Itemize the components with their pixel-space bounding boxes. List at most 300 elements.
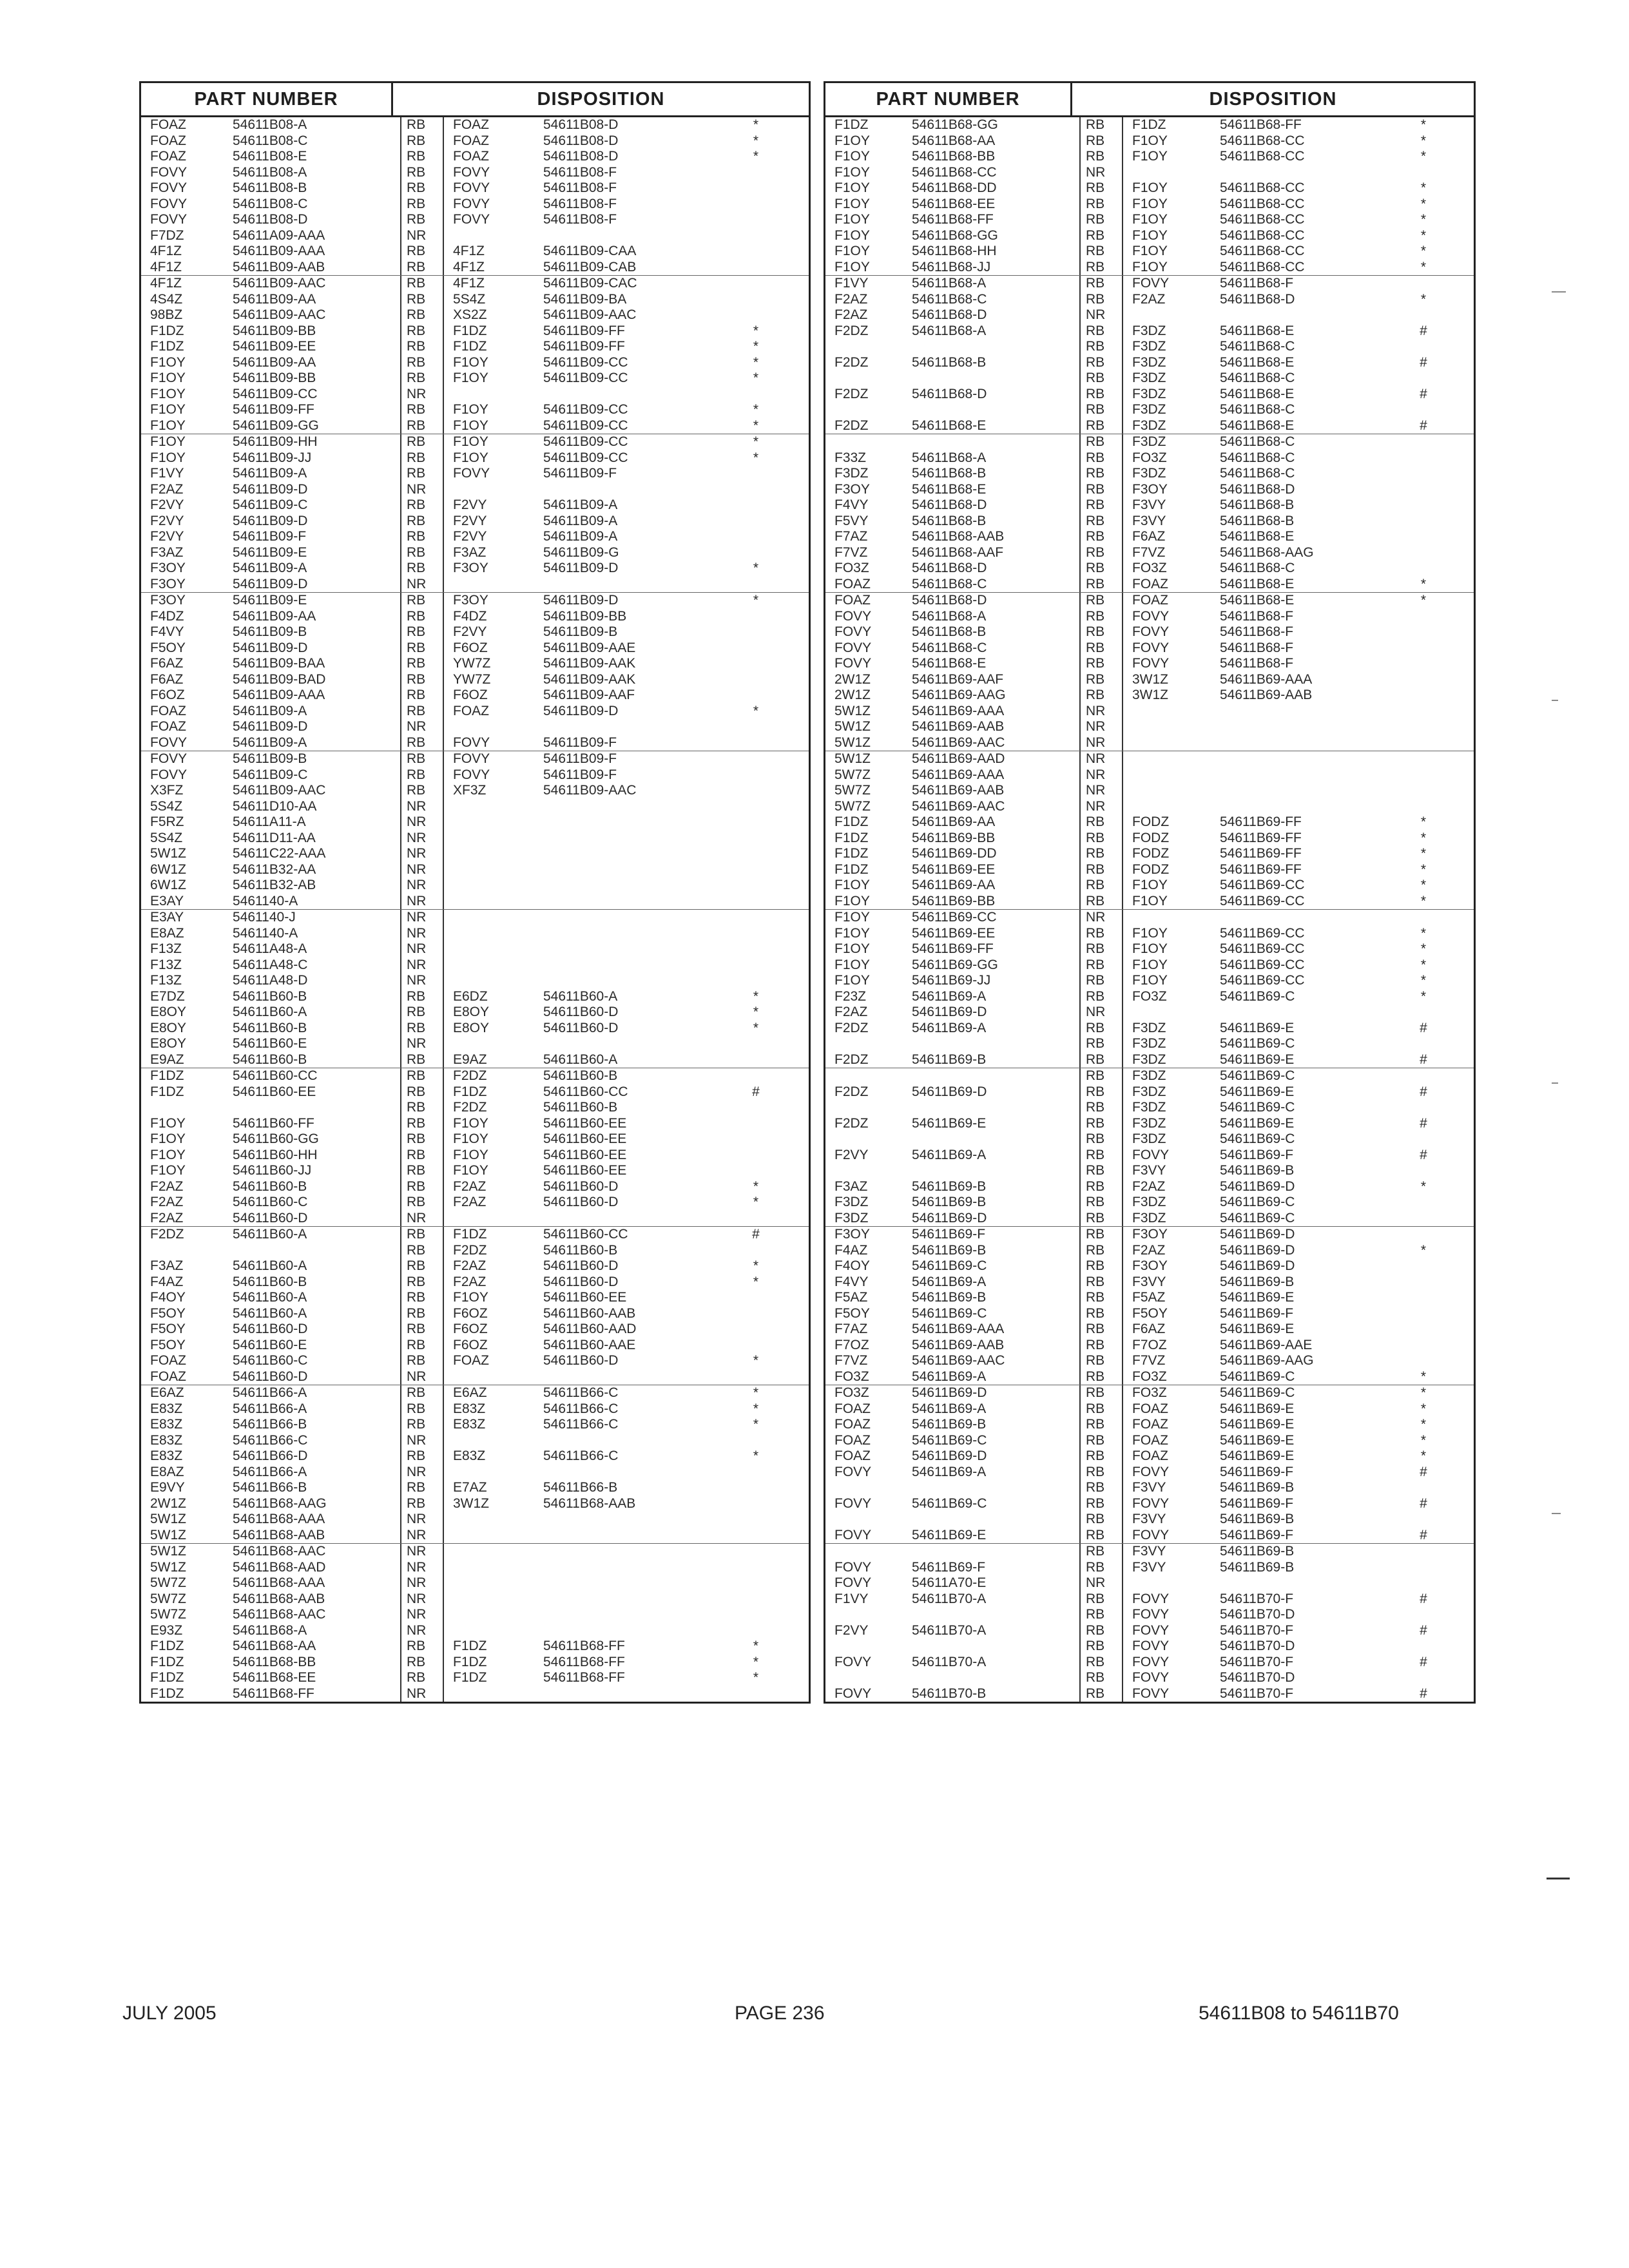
replacement-code: F3DZ <box>1122 1021 1220 1037</box>
replacement-part-number: 54611B69-E <box>1220 1052 1295 1067</box>
part-number: 54611B69-E <box>912 1527 987 1542</box>
table-header <box>825 83 1474 117</box>
replacement-part-number: 54611B69-CC <box>1220 957 1305 972</box>
replacement-code: 4F1Z <box>443 276 543 292</box>
part-code: FOVY <box>150 751 188 766</box>
part-code: 5W7Z <box>150 1575 187 1590</box>
replacement-part-number: 54611B70-D <box>1220 1670 1295 1685</box>
replacement-part-number: 54611B09-CC <box>543 402 628 417</box>
part-number: 54611B69-D <box>912 1084 987 1099</box>
replacement-code: F1OY <box>443 370 543 387</box>
table-row <box>141 197 809 213</box>
part-code: F7OZ <box>834 1337 869 1352</box>
note-mark <box>737 1607 775 1623</box>
replacement-part-number: 54611B69-FF <box>1220 861 1302 877</box>
replacement-code: F3DZ <box>1122 434 1220 450</box>
part-code: F2AZ <box>150 1178 184 1194</box>
replacement-part-number: 54611B60-D <box>543 1004 619 1019</box>
part-number: 54611B68-AAC <box>233 1607 326 1622</box>
replacement-code: F1OY <box>443 418 543 434</box>
part-number: 54611B68-AAA <box>233 1575 325 1590</box>
part-code: FOAZ <box>150 1353 186 1368</box>
part-number: 54611B09-AAA <box>233 687 325 702</box>
note-mark <box>737 910 775 926</box>
table-row <box>825 497 1474 514</box>
part-code: 5S4Z <box>150 798 183 814</box>
replacement-part-number: 54611B60-A <box>543 1052 618 1067</box>
part-number: 54611B68-D <box>912 386 987 401</box>
note-mark: * <box>1420 973 1427 988</box>
replacement-part-number <box>543 973 737 989</box>
table-row <box>141 1100 809 1116</box>
note-mark <box>737 672 775 688</box>
disposition-flag: RB <box>400 1084 443 1100</box>
note-mark <box>737 197 775 213</box>
part-code: F2DZ <box>834 354 869 370</box>
part-code: F1OY <box>150 450 186 465</box>
part-number: 54611D11-AA <box>233 830 316 845</box>
part-number: 54611B08-E <box>233 149 307 164</box>
note-mark <box>1404 339 1443 355</box>
replacement-code <box>443 1369 543 1385</box>
replacement-part-number: 54611B66-C <box>543 1385 619 1400</box>
part-code: 6W1Z <box>150 861 187 877</box>
part-code <box>141 1243 233 1259</box>
note-mark <box>1404 1036 1443 1052</box>
note-mark: * <box>1420 957 1427 972</box>
part-number: 54611B69-C <box>912 1432 987 1448</box>
disposition-flag: RB <box>400 1338 443 1354</box>
replacement-part-number <box>543 719 737 735</box>
disposition-flag: NR <box>1079 735 1122 751</box>
table-row <box>825 687 1474 704</box>
table-row <box>141 117 809 133</box>
note-mark <box>737 1100 775 1116</box>
replacement-part-number: 54611B70-F <box>1220 1686 1294 1701</box>
table-row <box>141 1686 809 1702</box>
disposition-flag: RB <box>400 276 443 292</box>
part-number: 54611B66-A <box>233 1401 307 1416</box>
part-code: F4OY <box>834 1258 870 1273</box>
part-code: F1VY <box>150 466 184 481</box>
disposition-flag: RB <box>1079 1195 1122 1211</box>
part-number: 54611B69-B <box>912 1178 987 1194</box>
replacement-part-number: 54611B09-D <box>543 593 619 608</box>
replacement-part-number: 54611B69-D <box>1220 1178 1295 1194</box>
part-code: FOVY <box>834 1527 872 1542</box>
note-mark <box>1404 799 1443 815</box>
part-code: F6AZ <box>150 656 184 671</box>
part-number <box>912 402 1079 418</box>
disposition-flag: RB <box>400 1068 443 1084</box>
replacement-code: F1DZ <box>443 1655 543 1671</box>
replacement-part-number: 54611B60-AAD <box>543 1321 637 1336</box>
part-number: 54611B68-D <box>912 561 987 575</box>
replacement-code: FOVY <box>1122 1496 1220 1512</box>
part-code: E9VY <box>150 1480 185 1495</box>
replacement-part-number: 54611B69-FF <box>1220 814 1302 829</box>
note-mark <box>737 1306 775 1322</box>
part-number: 54611B69-B <box>912 1052 987 1067</box>
disposition-flag: NR <box>400 482 443 498</box>
replacement-part-number: 54611B68-CC <box>1220 180 1305 195</box>
table-row <box>141 561 809 577</box>
table-row <box>825 783 1474 799</box>
table-row <box>825 1560 1474 1576</box>
replacement-part-number: 54611B09-CAA <box>543 244 637 258</box>
part-number: 54611B69-AAG <box>912 687 1006 702</box>
replacement-part-number: 54611B68-F <box>1220 608 1294 624</box>
table-row <box>141 1004 809 1021</box>
part-number: 54611B70-A <box>912 1622 987 1638</box>
part-number: 54611B69-A <box>912 1401 987 1416</box>
part-number: 54611B60-CC <box>233 1068 318 1083</box>
table-row <box>825 260 1474 276</box>
part-number: 54611B69-B <box>912 1417 987 1432</box>
part-number: 54611B69-AAA <box>912 767 1005 782</box>
replacement-part-number <box>543 1036 737 1052</box>
note-mark <box>1404 165 1443 181</box>
part-number: 54611B09-AA <box>233 354 316 370</box>
replacement-code <box>1122 1004 1220 1021</box>
replacement-part-number: 54611B60-D <box>543 1020 619 1035</box>
part-number: 54611B09-AAC <box>233 276 326 291</box>
replacement-code: F3VY <box>1122 1163 1220 1179</box>
disposition-flag: RB <box>1079 878 1122 894</box>
disposition-flag: RB <box>1079 133 1122 149</box>
part-code: F1DZ <box>834 830 869 845</box>
replacement-code: FODZ <box>1122 862 1220 878</box>
part-number: 54611B08-D <box>233 212 308 227</box>
disposition-flag: RB <box>400 1258 443 1274</box>
table-row <box>825 117 1474 133</box>
part-code: 5W1Z <box>150 1512 187 1526</box>
table-row <box>141 862 809 878</box>
replacement-code <box>443 719 543 735</box>
part-code: F3AZ <box>150 544 184 560</box>
disposition-flag: RB <box>1079 180 1122 197</box>
part-code <box>825 339 912 355</box>
replacement-part-number: 54611B68-FF <box>543 1670 625 1685</box>
part-code: E83Z <box>150 1401 183 1416</box>
note-mark: * <box>1420 925 1427 941</box>
replacement-code: F1OY <box>443 434 543 450</box>
replacement-part-number: 54611B08-F <box>543 164 617 180</box>
table-row <box>141 1036 809 1052</box>
table-row <box>825 1607 1474 1623</box>
replacement-part-number: 54611B68-E <box>1220 529 1295 544</box>
replacement-code: E6DZ <box>443 989 543 1005</box>
part-number: 54611B69-CC <box>912 910 997 925</box>
replacement-code: FOVY <box>1122 1623 1220 1639</box>
part-code: F3OY <box>150 576 186 591</box>
part-number: 54611B68-D <box>912 593 987 608</box>
table-row <box>825 466 1474 482</box>
part-code: FOAZ <box>150 1369 186 1384</box>
replacement-code: FO3Z <box>1122 561 1220 577</box>
replacement-code: F3DZ <box>1122 1116 1220 1132</box>
part-number: 54611B70-B <box>912 1686 987 1701</box>
replacement-code: F2AZ <box>1122 292 1220 308</box>
replacement-code: F1OY <box>1122 878 1220 894</box>
part-code: FOVY <box>150 767 188 782</box>
disposition-flag: RB <box>1079 656 1122 672</box>
replacement-code: FOVY <box>1122 1528 1220 1544</box>
table-row <box>141 624 809 640</box>
note-mark <box>1404 1004 1443 1021</box>
note-mark <box>737 482 775 498</box>
replacement-part-number: 54611B09-AAK <box>543 656 636 671</box>
part-number: 54611B66-A <box>233 1464 307 1479</box>
table-row <box>825 1226 1474 1243</box>
disposition-flag: RB <box>400 434 443 450</box>
table-row <box>141 577 809 593</box>
table-row <box>141 1258 809 1274</box>
table-row <box>141 387 809 403</box>
note-mark <box>737 514 775 530</box>
part-number: 54611B66-A <box>233 1385 307 1400</box>
part-number: 54611B69-C <box>912 1495 987 1511</box>
replacement-part-number: 54611B60-D <box>543 1274 619 1289</box>
part-code: F4VY <box>150 624 184 639</box>
part-number: 5461140-J <box>233 910 296 925</box>
replacement-code: XF3Z <box>443 783 543 799</box>
part-code: 2W1Z <box>834 687 871 702</box>
part-code: F6OZ <box>150 687 185 702</box>
part-number <box>912 339 1079 355</box>
disposition-flag: RB <box>1079 1560 1122 1576</box>
part-number: 54611B60-A <box>233 1258 307 1273</box>
replacement-code: FOAZ <box>1122 1448 1220 1465</box>
part-number: 54611B68-D <box>912 497 987 512</box>
table-row <box>141 1226 809 1243</box>
table-row <box>825 814 1474 831</box>
part-code: F1DZ <box>150 1639 184 1653</box>
note-mark <box>737 973 775 989</box>
table-row <box>825 323 1474 340</box>
note-mark <box>737 1211 775 1227</box>
replacement-code: E83Z <box>443 1448 543 1465</box>
table-row <box>825 1528 1474 1544</box>
part-number: 5461140-A <box>233 893 298 908</box>
part-code: F5OY <box>150 640 186 655</box>
replacement-part-number: 54611B69-C <box>1220 1131 1295 1146</box>
note-mark <box>1404 1211 1443 1227</box>
table-row <box>825 212 1474 228</box>
note-mark <box>737 814 775 831</box>
disposition-flag: RB <box>400 735 443 751</box>
replacement-part-number: 54611B68-CC <box>1220 196 1305 211</box>
table-row <box>141 1306 809 1322</box>
part-number: 54611B69-A <box>912 1147 987 1162</box>
replacement-code: FOVY <box>1122 1148 1220 1164</box>
part-number: 54611B69-B <box>912 1290 987 1305</box>
replacement-code: F6AZ <box>1122 1321 1220 1338</box>
table-row <box>141 989 809 1005</box>
disposition-flag: RB <box>400 1385 443 1401</box>
table-row <box>825 387 1474 403</box>
note-mark <box>737 751 775 767</box>
replacement-code: E8OY <box>443 1004 543 1021</box>
part-code: FOVY <box>834 1686 872 1701</box>
part-code <box>825 1512 912 1528</box>
table-row <box>825 878 1474 894</box>
disposition-flag: RB <box>400 1021 443 1037</box>
part-code: F1OY <box>150 1147 186 1162</box>
table-row <box>141 165 809 181</box>
disposition-flag: RB <box>1079 1116 1122 1132</box>
replacement-code: F3OY <box>443 593 543 609</box>
note-mark: * <box>1420 1242 1427 1258</box>
note-mark: * <box>1420 259 1427 274</box>
part-code: F4AZ <box>834 1242 868 1258</box>
part-number: 54611B68-GG <box>912 227 998 243</box>
replacement-part-number <box>543 814 737 831</box>
part-number: 54611B70-A <box>912 1654 987 1669</box>
disposition-flag: RB <box>400 767 443 783</box>
replacement-part-number <box>1220 165 1404 181</box>
part-number: 54611B09-F <box>233 529 307 544</box>
note-mark <box>737 799 775 815</box>
part-code: F1OY <box>834 133 870 148</box>
table-row <box>141 418 809 434</box>
part-number: 54611B69-AA <box>912 814 996 829</box>
table-row <box>825 909 1474 926</box>
disposition-flag: RB <box>400 244 443 260</box>
note-mark: # <box>752 1084 760 1099</box>
replacement-code: F2VY <box>443 497 543 514</box>
part-number: 54611B68-EE <box>912 196 996 211</box>
part-code: F1OY <box>150 1115 186 1131</box>
note-mark <box>737 1496 775 1512</box>
part-code: F1OY <box>150 434 186 449</box>
disposition-flag: RB <box>1079 1290 1122 1306</box>
part-code: F2DZ <box>834 323 869 338</box>
replacement-code <box>443 910 543 926</box>
replacement-code: F3DZ <box>1122 1131 1220 1148</box>
table-row <box>141 1163 809 1179</box>
part-code: 4F1Z <box>150 244 182 258</box>
note-mark <box>737 466 775 482</box>
replacement-code: FOAZ <box>443 704 543 720</box>
disposition-flag: RB <box>400 212 443 228</box>
part-code <box>825 1036 912 1052</box>
table-row <box>825 1543 1474 1560</box>
part-code: F3AZ <box>834 1178 868 1194</box>
table-row <box>141 1338 809 1354</box>
note-mark: * <box>753 561 759 575</box>
note-mark <box>1404 276 1443 292</box>
disposition-flag: RB <box>400 260 443 276</box>
part-number: 54611B69-JJ <box>912 973 991 988</box>
note-mark <box>737 307 775 323</box>
replacement-part-number: 54611B69-C <box>1220 988 1295 1004</box>
part-code: FOAZ <box>834 1432 871 1448</box>
replacement-code: FOVY <box>1122 1670 1220 1686</box>
note-mark: # <box>1420 1147 1427 1162</box>
note-mark: * <box>753 1274 759 1289</box>
disposition-flag: RB <box>400 687 443 704</box>
disposition-flag: RB <box>400 1163 443 1179</box>
disposition-flag: RB <box>1079 593 1122 609</box>
replacement-part-number: 54611B09-F <box>543 767 617 782</box>
replacement-part-number: 54611B68-AAB <box>543 1495 636 1511</box>
table-row <box>141 941 809 957</box>
table-row <box>141 355 809 371</box>
part-code: F1OY <box>834 957 870 972</box>
margin-tick <box>1547 1878 1570 1879</box>
disposition-flag: RB <box>1079 624 1122 640</box>
replacement-part-number: 54611B68-FF <box>543 1639 625 1653</box>
replacement-part-number: 54611B66-C <box>543 1401 619 1416</box>
replacement-part-number: 54611B69-F <box>1220 1305 1294 1321</box>
part-number: 54611B68-BB <box>233 1654 316 1669</box>
replacement-code: FOAZ <box>443 133 543 149</box>
table-row <box>141 244 809 260</box>
replacement-part-number: 54611B68-F <box>1220 624 1294 639</box>
table-row <box>825 228 1474 244</box>
table-row <box>141 402 809 418</box>
note-mark <box>737 1116 775 1132</box>
disposition-flag: RB <box>1079 1528 1122 1544</box>
replacement-part-number: 54611B69-CC <box>1220 973 1305 988</box>
disposition-flag: RB <box>400 466 443 482</box>
part-number <box>912 1131 1079 1148</box>
part-number: 54611B69-AAC <box>912 798 1005 814</box>
table-row <box>825 418 1474 434</box>
part-code: F6AZ <box>150 671 184 687</box>
part-code: FO3Z <box>834 561 869 575</box>
part-number: 54611B60-B <box>233 1020 307 1035</box>
replacement-code <box>443 1544 543 1560</box>
part-code <box>825 1068 912 1084</box>
table-row <box>825 1623 1474 1639</box>
replacement-code: F1OY <box>443 1148 543 1164</box>
table-row <box>825 545 1474 561</box>
note-mark <box>737 640 775 657</box>
note-mark <box>737 577 775 593</box>
table-row <box>141 656 809 672</box>
part-number: 54611B60-EE <box>233 1084 316 1099</box>
replacement-part-number: 54611B60-A <box>543 988 618 1004</box>
replacement-part-number: 54611B68-B <box>1220 513 1295 528</box>
part-number: 54611B60-A <box>233 1305 307 1321</box>
disposition-flag: RB <box>1079 846 1122 862</box>
table-row <box>141 1148 809 1164</box>
disposition-flag: RB <box>400 1148 443 1164</box>
part-number: 54611B09-GG <box>233 418 319 433</box>
disposition-flag: NR <box>400 973 443 989</box>
note-mark <box>737 276 775 292</box>
part-code: F1OY <box>834 244 870 258</box>
replacement-code: FOVY <box>1122 624 1220 640</box>
replacement-code: F7VZ <box>1122 545 1220 561</box>
replacement-code: F1OY <box>1122 180 1220 197</box>
part-code: 5W7Z <box>150 1607 187 1622</box>
replacement-code: F3AZ <box>443 545 543 561</box>
replacement-code: F3DZ <box>1122 418 1220 434</box>
note-mark <box>737 941 775 957</box>
note-mark: * <box>753 323 759 338</box>
replacement-code: F7OZ <box>1122 1338 1220 1354</box>
note-mark <box>1404 1068 1443 1084</box>
replacement-part-number: 54611B68-FF <box>543 1654 625 1669</box>
replacement-code: F3DZ <box>1122 370 1220 387</box>
table-row <box>825 1211 1474 1227</box>
note-mark <box>1404 434 1443 450</box>
part-code: F23Z <box>834 988 867 1004</box>
replacement-code <box>443 1528 543 1544</box>
